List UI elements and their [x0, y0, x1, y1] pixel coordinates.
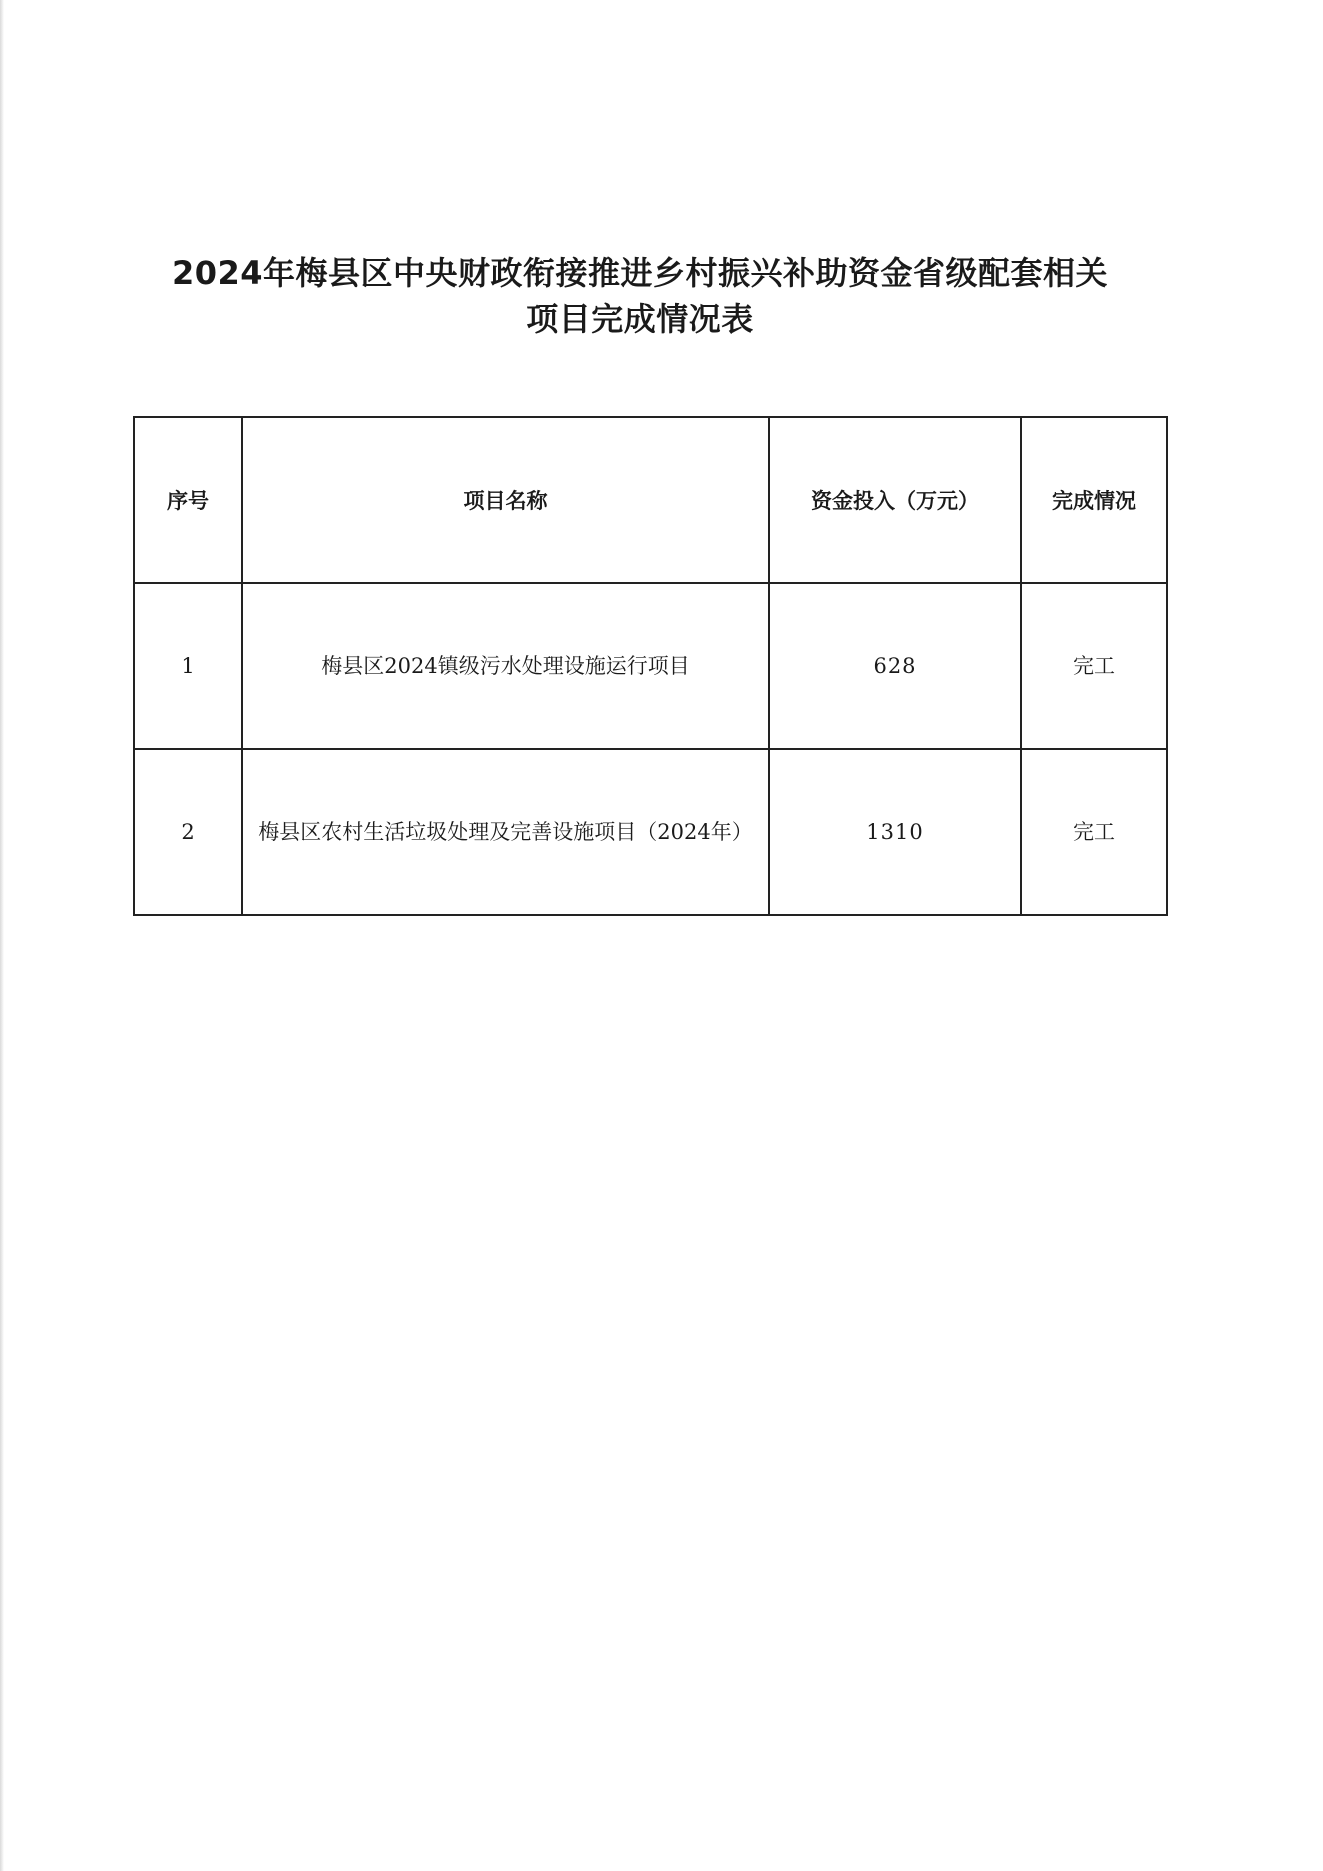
table-header-row — [134, 417, 1167, 583]
header-status: 完成情况 — [1021, 417, 1167, 583]
title-line-1: 2024年梅县区中央财政衔接推进乡村振兴补助资金省级配套相关 — [171, 254, 1109, 292]
row-index: 2 — [134, 749, 242, 915]
header-project-name: 项目名称 — [242, 417, 769, 583]
row-funding: 1310 — [769, 749, 1021, 915]
table-row — [134, 749, 1167, 915]
row-funding: 628 — [769, 583, 1021, 749]
row-status: 完工 — [1021, 749, 1167, 915]
row-project-name: 梅县区2024镇级污水处理设施运行项目 — [242, 583, 769, 749]
title-line-2: 项目完成情况表 — [526, 300, 754, 338]
document-title — [120, 250, 1160, 342]
project-completion-table — [133, 416, 1168, 916]
header-funding: 资金投入（万元） — [769, 417, 1021, 583]
table-row — [134, 583, 1167, 749]
row-status: 完工 — [1021, 583, 1167, 749]
page-edge-shadow — [0, 0, 4, 1871]
header-index: 序号 — [134, 417, 242, 583]
row-project-name: 梅县区农村生活垃圾处理及完善设施项目（2024年） — [242, 749, 769, 915]
row-index: 1 — [134, 583, 242, 749]
